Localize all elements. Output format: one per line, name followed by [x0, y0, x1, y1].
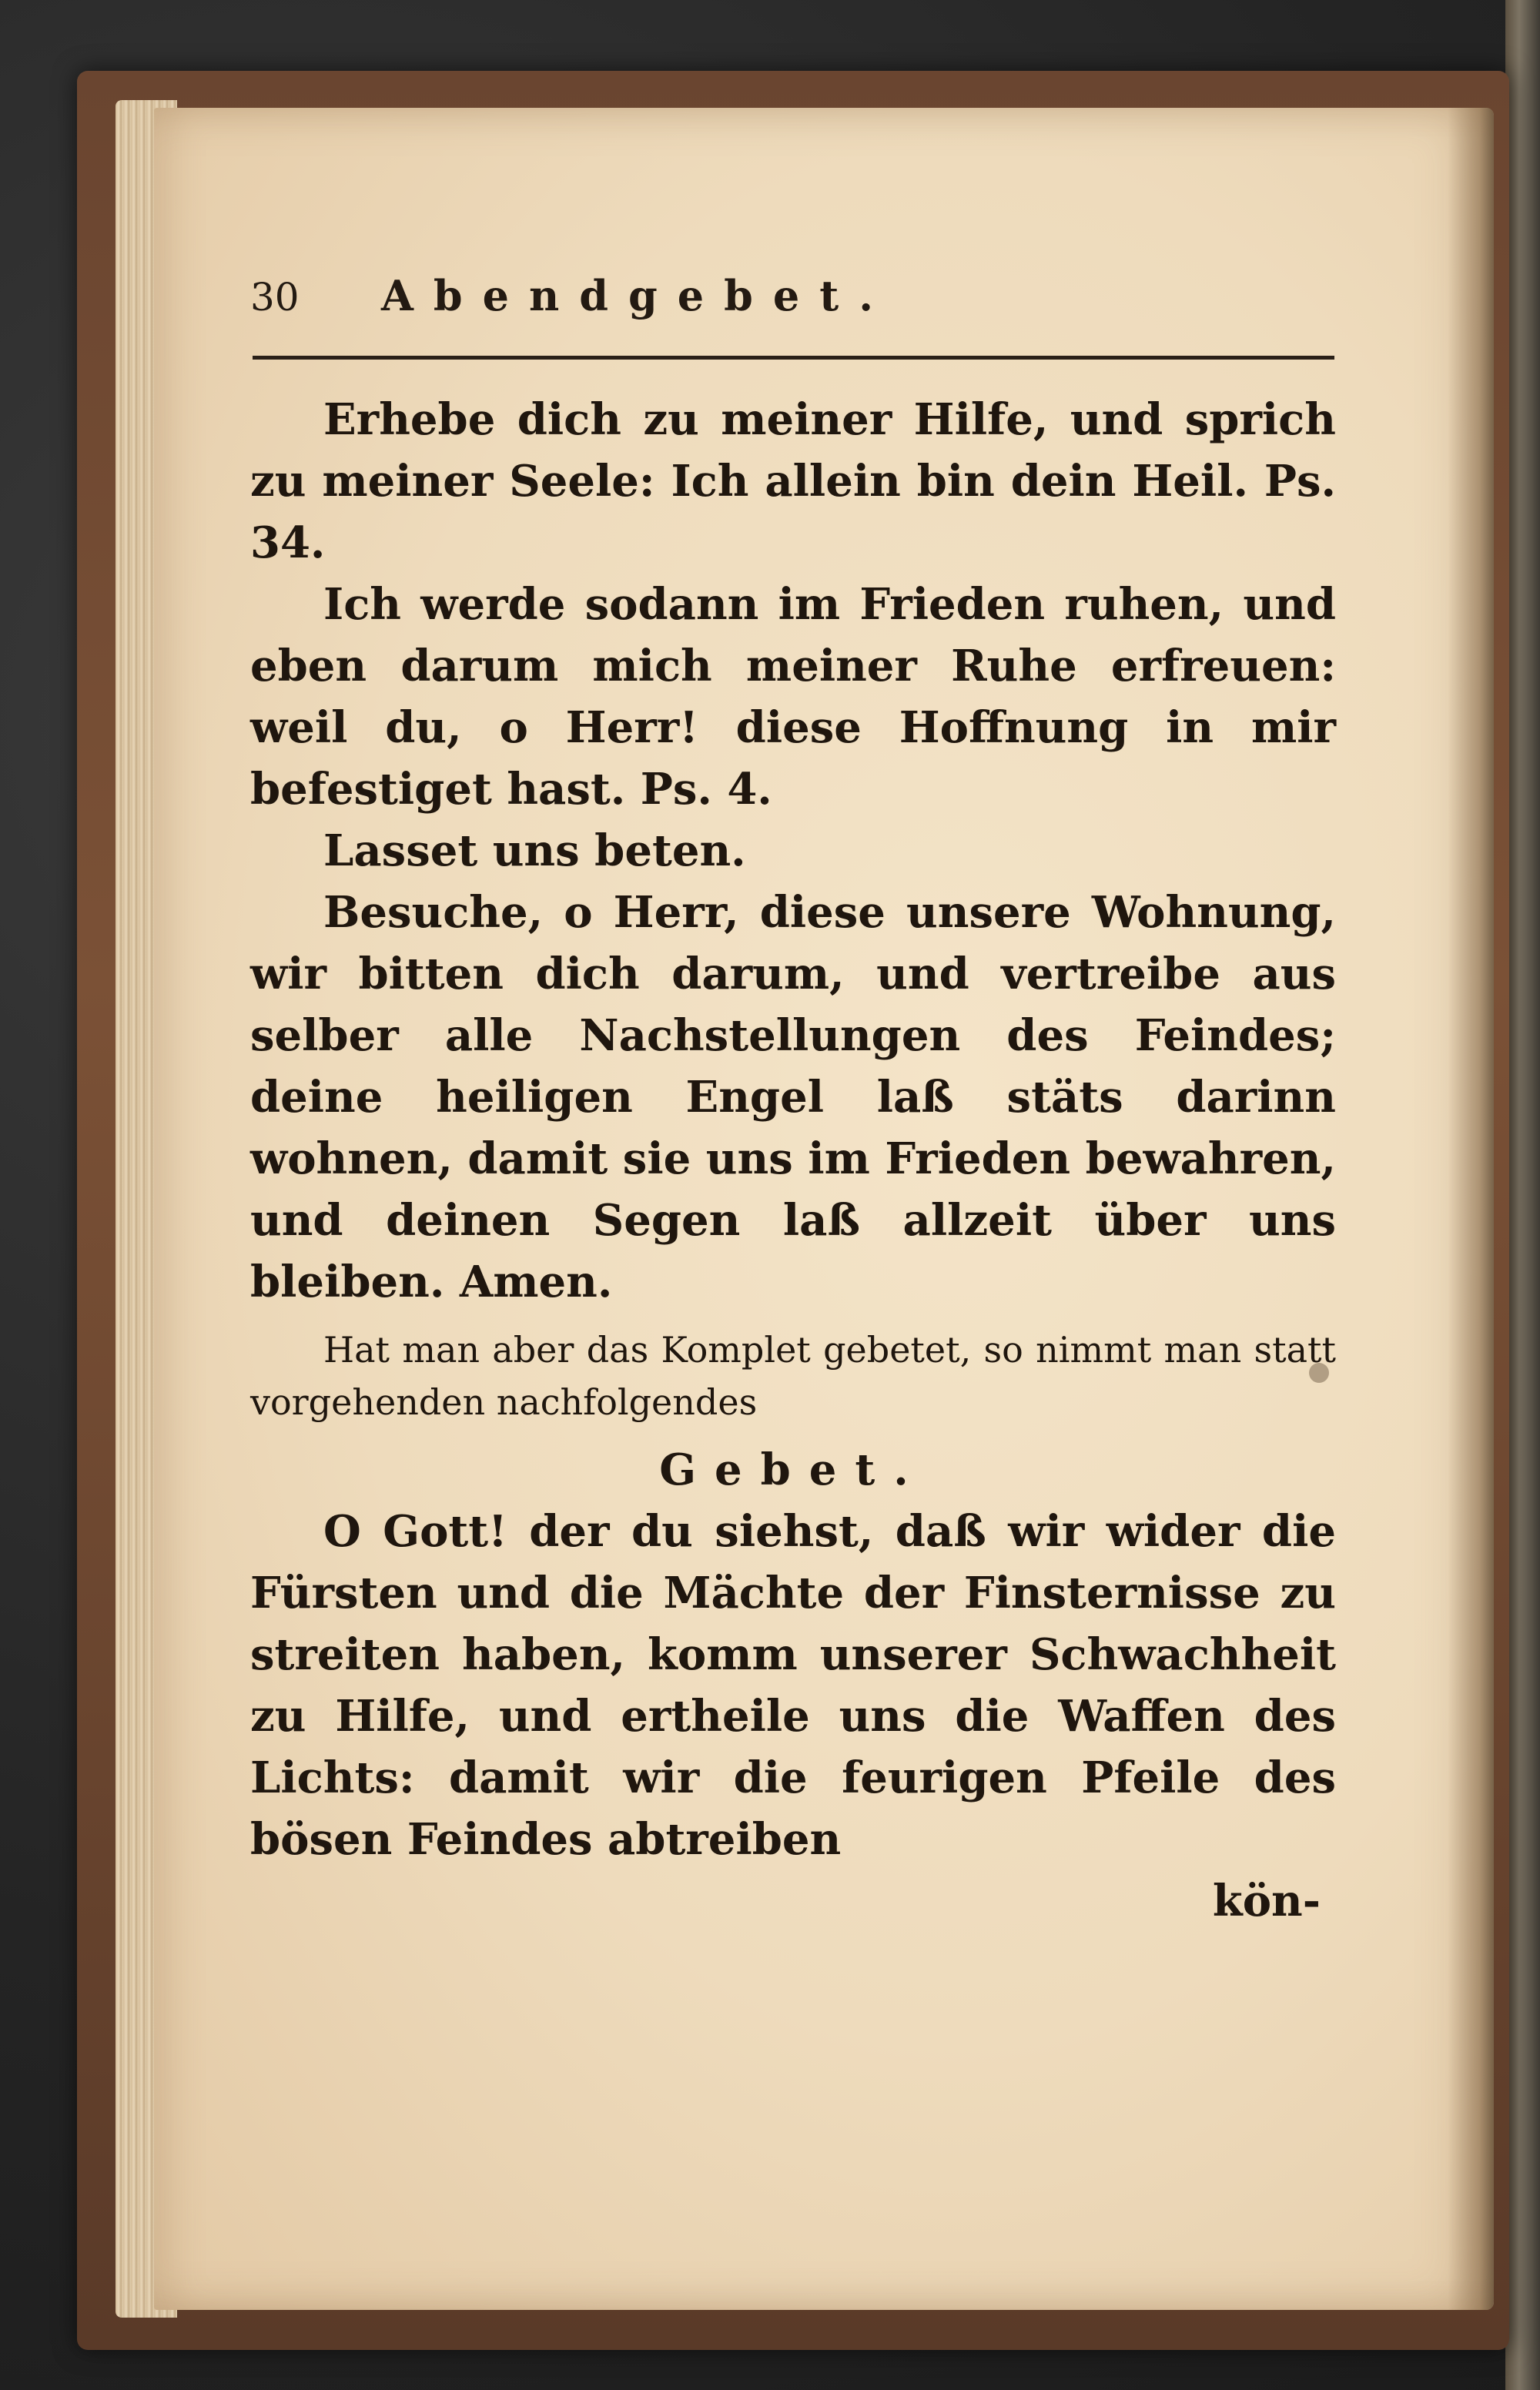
paragraph-2: Ich werde sodann im Frieden ruhen, und eben darum mich meiner Ruhe erfreuen: weil du, o Herr! diese Hoffnung in mir befestiget hast. Ps. 4. [250, 579, 1336, 815]
catchword: kön- [1212, 1876, 1321, 1926]
page-gutter-shadow [1448, 108, 1494, 2310]
rubric-instruction: Hat man aber das Komplet gebetet, so nimmt man statt vorgehenden nachfolgendes [250, 1329, 1336, 1423]
paragraph-3: Lasset uns beten. [323, 825, 746, 876]
opposite-page-edge [1505, 0, 1540, 2390]
page-header [250, 271, 1336, 333]
paragraph-4: Besuche, o Herr, diese unsere Wohnung, wir bitten dich darum, und vertreibe aus selber alle Nachstellungen des Feindes; deine heiligen Engel laß stäts darinn wohnen, damit sie uns im Frieden bewahren, und deinen Segen laß allzeit über uns bleiben. Amen. [250, 887, 1336, 1307]
header-rule [253, 356, 1334, 360]
page-number: 30 [250, 275, 300, 320]
paragraph-1: Erhebe dich zu meiner Hilfe, und sprich zu meiner Seele: Ich allein bin dein Heil. Ps. 34. [250, 394, 1336, 568]
section-heading: Gebet. [659, 1444, 927, 1495]
paragraph-5: O Gott! der du siehst, daß wir wider die Fürsten und die Mächte der Finsternisse zu streiten haben, komm unserer Schwachheit zu Hilfe, und ertheile uns die Waffen des Lichts: damit wir die feurigen Pfeile des bösen Feindes abtreiben [250, 1506, 1336, 1865]
page-body [250, 389, 1336, 1932]
running-title: Abendgebet. [381, 271, 894, 320]
